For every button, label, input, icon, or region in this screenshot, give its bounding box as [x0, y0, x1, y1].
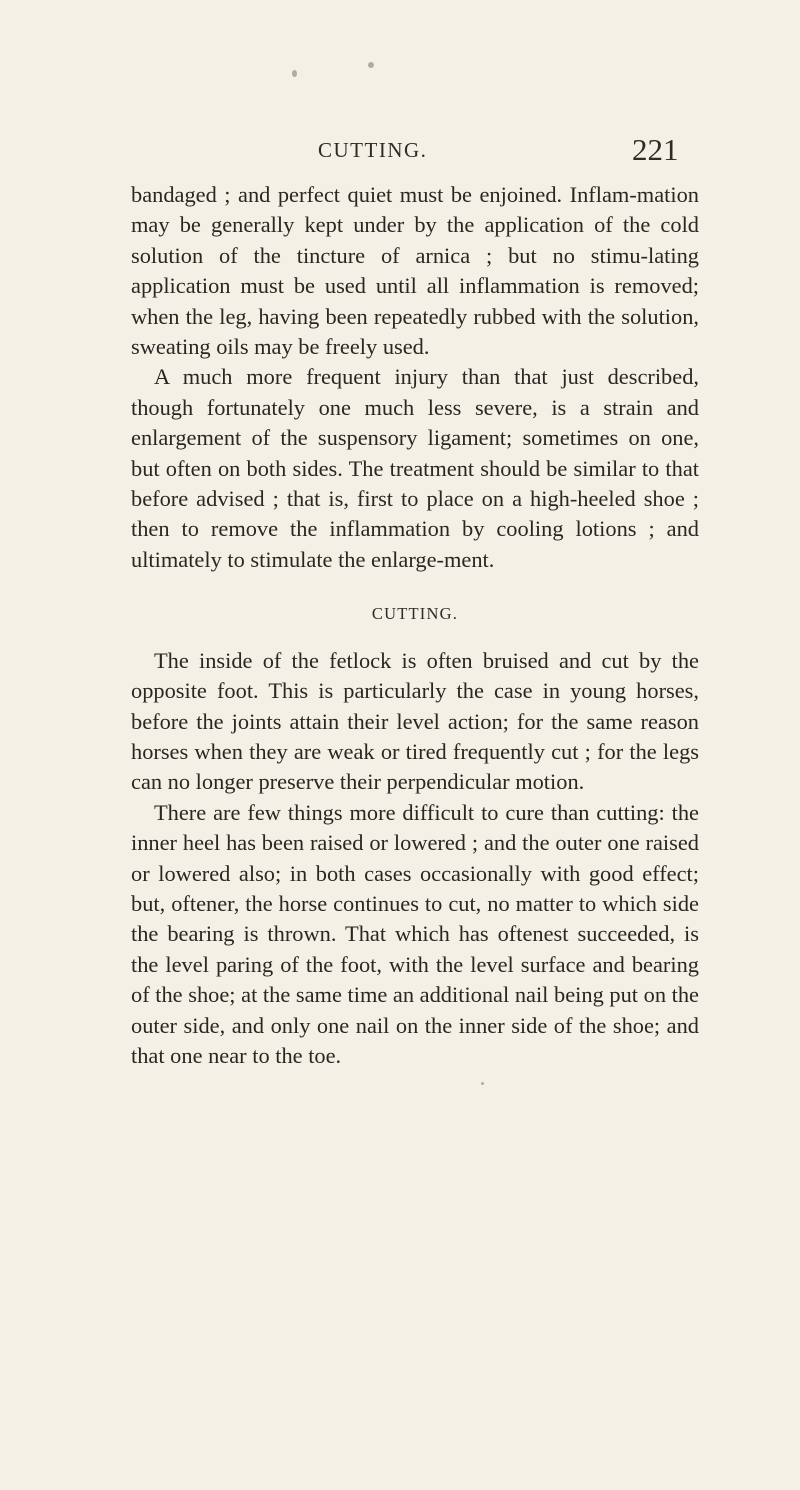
- paragraph-fetlock: The inside of the fetlock is often bruised and cut by the opposite foot. This is particularly the case in young horses, before the joints attain their level action; for the same reason horses when they are weak or tired frequently cut ; for the legs can no longer preserve their perpendicular motion.: [131, 647, 699, 795]
- paragraph-bandaged: bandaged ; and perfect quiet must be enjoined. Inflam-mation may be generally kept under by the application of the cold solution of the tincture of arnica ; but no stimu-lating application must be used until all inflammation is removed; when the leg, having been repeatedly rubbed with the solution, sweating oils may be freely used.: [131, 182, 699, 360]
- speck: [292, 70, 297, 77]
- paragraph-suspensory-ligament: A much more frequent injury than that just described, though fortunately one much less severe, is a strain and enlargement of the suspensory ligament; sometimes on one, but often on both sides. The treatment should be similar to that before advised ; that is, first to place on a high-heeled shoe ; then to remove the inflammation by cooling lotions ; and ultimately to stimulate the enlarge-ment.: [131, 364, 699, 572]
- running-title: CUTTING.: [318, 138, 428, 162]
- running-head: [0, 132, 800, 172]
- body-text: [131, 180, 699, 1071]
- speck: [368, 62, 374, 68]
- paragraph-cure: There are few things more difficult to cure than cutting: the inner heel has been raised or lowered ; and the outer one raised or lowered also; in both cases occasionally with good effect; but, oftener, the horse continues to cut, no matter to which side the bearing is thrown. That which has oftenest succeeded, is the level paring of the foot, with the level surface and bearing of the shoe; at the same time an additional nail being put on the outer side, and only one nail on the inner side of the shoe; and that one near to the toe.: [131, 799, 699, 1068]
- speck: [481, 1082, 484, 1085]
- page-number: 221: [632, 132, 679, 167]
- section-heading: CUTTING.: [371, 604, 459, 624]
